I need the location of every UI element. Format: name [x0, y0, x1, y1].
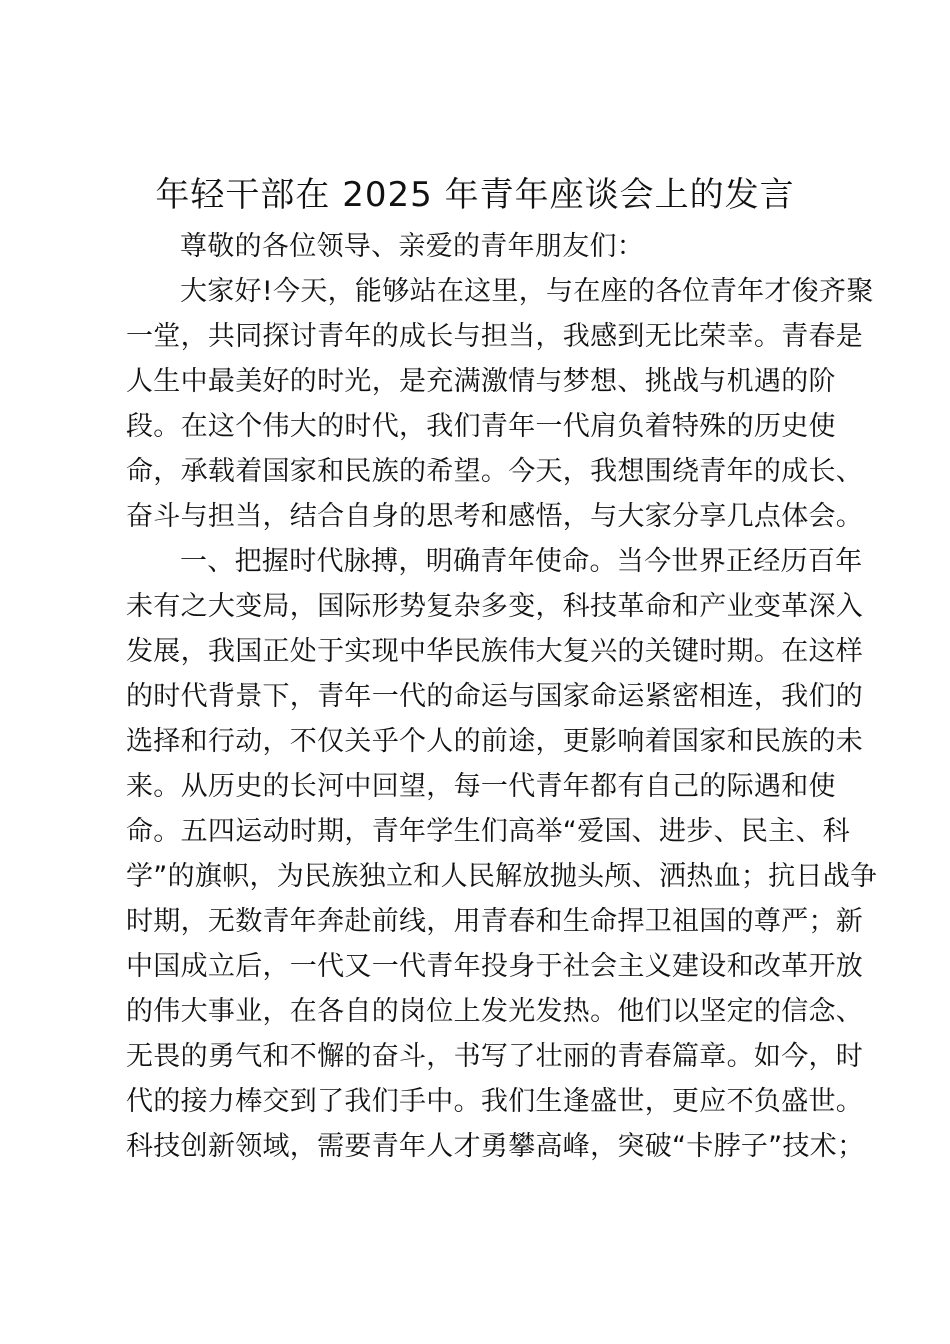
section-heading-line: 一、把握时代脉搏，明确青年使命。当今世界正经历百年	[180, 546, 863, 577]
document-title: 年轻干部在 2025 年青年座谈会上的发言	[155, 175, 795, 215]
text-line: 人生中最美好的时光，是充满激情与梦想、挑战与机遇的阶	[126, 366, 836, 397]
text-line: 命。五四运动时期，青年学生们高举“爱国、进步、民主、科	[126, 816, 851, 847]
text-line: 选择和行动，不仅关乎个人的前途，更影响着国家和民族的未	[126, 726, 864, 757]
text-line: 学”的旗帜，为民族独立和人民解放抛头颅、洒热血；抗日战争	[126, 861, 878, 892]
text-line: 发展，我国正处于实现中华民族伟大复兴的关键时期。在这样	[126, 636, 864, 667]
text-line: 未有之大变局，国际形势复杂多变，科技革命和产业变革深入	[126, 591, 864, 622]
salutation-line: 尊敬的各位领导、亲爱的青年朋友们：	[180, 231, 645, 262]
text-line: 的伟大事业，在各自的岗位上发光发热。他们以坚定的信念、	[126, 996, 864, 1027]
text-line: 大家好!今天，能够站在这里，与在座的各位青年才俊齐聚	[180, 276, 874, 307]
text-line: 奋斗与担当，结合自身的思考和感悟，与大家分享几点体会。	[126, 501, 864, 532]
text-line: 中国成立后，一代又一代青年投身于社会主义建设和改革开放	[126, 951, 864, 982]
text-line: 时期，无数青年奔赴前线，用青春和生命捍卫祖国的尊严；新	[126, 906, 864, 937]
text-line: 来。从历史的长河中回望，每一代青年都有自己的际遇和使	[126, 771, 836, 802]
text-line: 无畏的勇气和不懈的奋斗，书写了壮丽的青春篇章。如今，时	[126, 1041, 864, 1072]
text-line: 命，承载着国家和民族的希望。今天，我想围绕青年的成长、	[126, 456, 864, 487]
text-line: 段。在这个伟大的时代，我们青年一代肩负着特殊的历史使	[126, 411, 836, 442]
text-line: 一堂，共同探讨青年的成长与担当，我感到无比荣幸。青春是	[126, 321, 864, 352]
document-body	[126, 224, 878, 1169]
text-line: 科技创新领域，需要青年人才勇攀高峰，突破“卡脖子”技术；	[126, 1131, 865, 1162]
text-line: 的时代背景下，青年一代的命运与国家命运紧密相连，我们的	[126, 681, 864, 712]
text-line: 代的接力棒交到了我们手中。我们生逢盛世，更应不负盛世。	[126, 1086, 864, 1117]
